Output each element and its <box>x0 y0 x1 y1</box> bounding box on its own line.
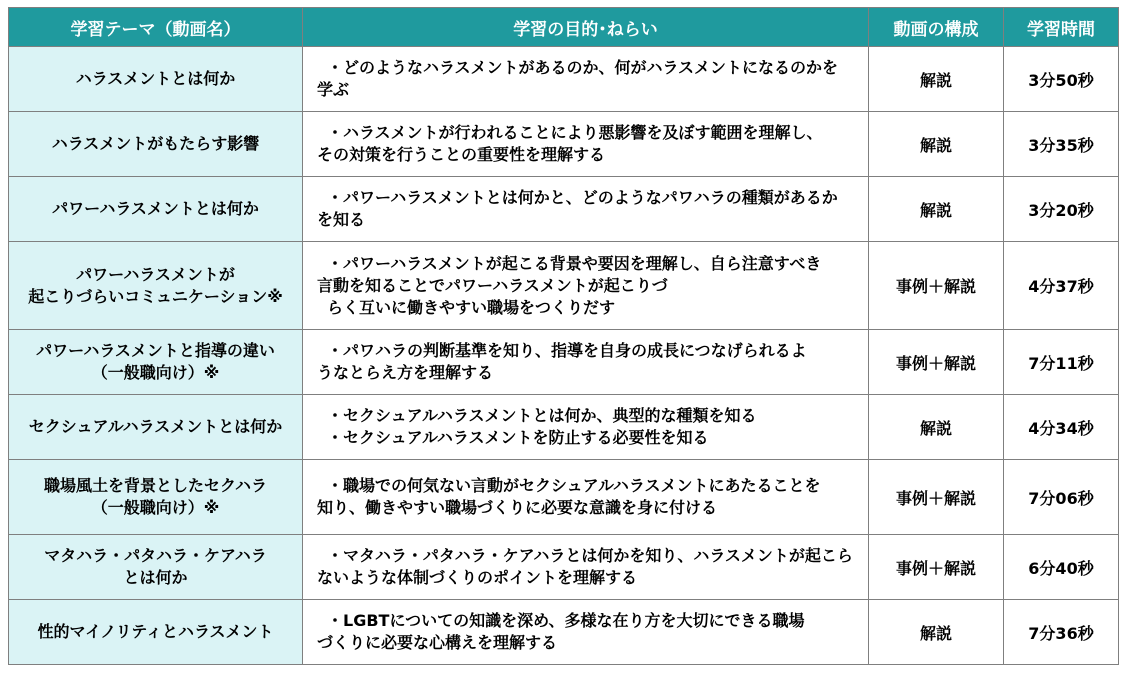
learning-theme-line: マタハラ・パタハラ・ケアハラ <box>44 546 267 565</box>
table-row <box>9 330 1119 395</box>
learning-theme-cell <box>9 112 303 177</box>
table-row <box>9 535 1119 600</box>
study-time-cell: 6分40秒 <box>1004 535 1119 600</box>
learning-theme-line: パワーハラスメントが <box>76 264 235 284</box>
learning-theme-line: （一般職向け）※ <box>91 363 220 382</box>
video-composition-cell: 解説 <box>869 112 1004 177</box>
learning-purpose-cell <box>303 460 869 535</box>
learning-theme-cell <box>9 600 303 665</box>
learning-purpose-line: ・職場での何気ない言動がセクシュアルハラスメントにあたることを <box>327 476 821 495</box>
study-time-cell: 4分37秒 <box>1004 242 1119 330</box>
video-composition-cell: 解説 <box>869 600 1004 665</box>
learning-theme-line: 職場風土を背景としたセクハラ <box>43 476 268 495</box>
study-time-cell: 7分06秒 <box>1004 460 1119 535</box>
study-time-cell: 7分11秒 <box>1004 330 1119 395</box>
learning-theme-line: ハラスメントとは何か <box>75 69 236 88</box>
learning-purpose-line: を知る <box>317 210 366 229</box>
learning-purpose-line: ・パワーハラスメントとは何かと、どのようなパワハラの種類があるか <box>327 188 838 207</box>
learning-purpose-line: ・セクシュアルハラスメントとは何か、典型的な種類を知る <box>327 406 757 425</box>
learning-theme-cell <box>9 395 303 460</box>
study-time-cell: 4分34秒 <box>1004 395 1119 460</box>
learning-purpose-cell <box>303 112 869 177</box>
learning-theme-cell <box>9 330 303 395</box>
learning-theme-line: （一般職向け）※ <box>91 498 220 517</box>
learning-purpose-line: ・LGBTについての知識を深め、多様な在り方を大切にできる職場 <box>327 611 805 630</box>
learning-purpose-line: らく互いに働きやすい職場をつくりだす <box>327 297 616 317</box>
learning-purpose-line: づくりに必要な心構えを理解する <box>317 633 558 652</box>
table-row <box>9 600 1119 665</box>
learning-purpose-line: ・どのようなハラスメントがあるのか、何がハラスメントになるのかを <box>327 58 839 77</box>
learning-purpose-cell <box>303 242 869 330</box>
table-header-row <box>9 8 1119 47</box>
video-composition-cell: 事例＋解説 <box>869 535 1004 600</box>
learning-purpose-line: ・セクシュアルハラスメントを防止する必要性を知る <box>327 428 709 447</box>
table-row <box>9 47 1119 112</box>
learning-purpose-line: ・パワーハラスメントが起こる背景や要因を理解し、自ら注意すべき <box>327 253 822 273</box>
study-time-cell: 3分20秒 <box>1004 177 1119 242</box>
learning-theme-line: 起こりづらいコミュニケーション※ <box>28 286 283 306</box>
header-theme: 学習テーマ（動画名） <box>9 8 303 47</box>
learning-theme-cell <box>9 47 303 112</box>
learning-purpose-cell <box>303 395 869 460</box>
video-composition-cell: 解説 <box>869 47 1004 112</box>
learning-purpose-line: うなとらえ方を理解する <box>317 363 494 382</box>
video-composition-cell: 事例＋解説 <box>869 460 1004 535</box>
video-composition-cell: 事例＋解説 <box>869 330 1004 395</box>
header-time: 学習時間 <box>1004 8 1119 47</box>
learning-purpose-line: 学ぶ <box>317 80 350 99</box>
learning-theme-cell <box>9 460 303 535</box>
learning-theme-cell <box>9 242 303 330</box>
learning-purpose-line: ないような体制づくりのポイントを理解する <box>317 568 638 587</box>
learning-purpose-cell <box>303 47 869 112</box>
learning-purpose-line: ・ハラスメントが行われることにより悪影響を及ぼす範囲を理解し、 <box>327 123 823 142</box>
learning-purpose-cell <box>303 600 869 665</box>
study-time-cell: 7分36秒 <box>1004 600 1119 665</box>
learning-purpose-cell <box>303 177 869 242</box>
video-composition-cell: 事例＋解説 <box>869 242 1004 330</box>
video-composition-cell: 解説 <box>869 395 1004 460</box>
table-row <box>9 112 1119 177</box>
learning-theme-cell <box>9 177 303 242</box>
curriculum-table <box>8 7 1119 665</box>
study-time-cell: 3分35秒 <box>1004 112 1119 177</box>
learning-theme-line: セクシュアルハラスメントとは何か <box>28 417 283 436</box>
header-composition: 動画の構成 <box>869 8 1004 47</box>
learning-purpose-line: ・マタハラ・パタハラ・ケアハラとは何かを知り、ハラスメントが起こら <box>327 546 853 565</box>
learning-purpose-line: 知り、働きやすい職場づくりに必要な意識を身に付ける <box>317 498 718 517</box>
learning-theme-cell <box>9 535 303 600</box>
video-composition-cell: 解説 <box>869 177 1004 242</box>
learning-theme-line: ハラスメントがもたらす影響 <box>51 134 260 153</box>
learning-purpose-line: ・パワハラの判断基準を知り、指導を自身の成長につなげられるよ <box>327 341 807 360</box>
table-row <box>9 242 1119 330</box>
learning-theme-line: とは何か <box>123 568 188 587</box>
table-row <box>9 395 1119 460</box>
learning-theme-line: 性的マイノリティとハラスメント <box>37 622 274 641</box>
learning-purpose-cell <box>303 535 869 600</box>
table-row <box>9 177 1119 242</box>
table-row <box>9 460 1119 535</box>
learning-purpose-line: その対策を行うことの重要性を理解する <box>317 145 606 164</box>
learning-purpose-line: 言動を知ることでパワーハラスメントが起こりづ <box>317 275 668 295</box>
header-purpose: 学習の目的･ねらい <box>303 8 869 47</box>
learning-theme-line: パワーハラスメントとは何か <box>52 199 259 218</box>
learning-theme-line: パワーハラスメントと指導の違い <box>36 341 275 360</box>
study-time-cell: 3分50秒 <box>1004 47 1119 112</box>
learning-purpose-cell <box>303 330 869 395</box>
